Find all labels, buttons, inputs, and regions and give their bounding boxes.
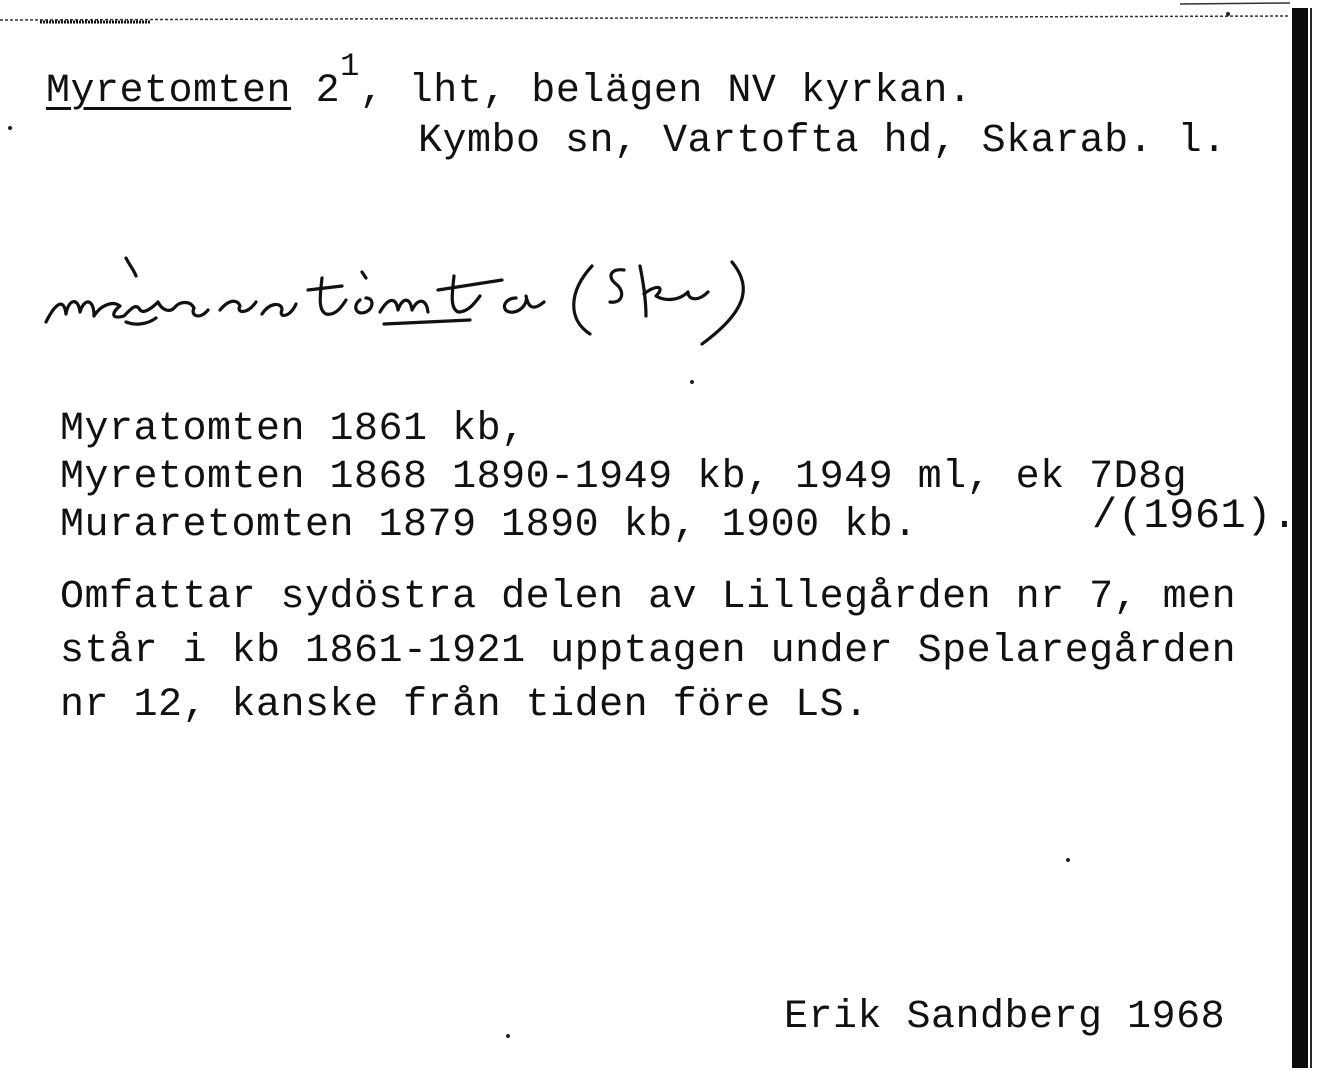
card-top-edge [0, 0, 1331, 30]
name-form-2: Myretomten 1868 1890-1949 kb, 1949 ml, ek 7D8g [60, 455, 1188, 500]
signature-line: Erik Sandberg 1968 [784, 995, 1226, 1040]
name-forms-year-note: /(1961). [1092, 492, 1298, 540]
place-number: 2 [315, 69, 341, 114]
name-form-1: Myratomten 1861 kb, [60, 407, 526, 452]
name-form-3: Muraretomten 1879 1890 kb, 1900 kb. [60, 503, 918, 548]
scan-speck [1066, 858, 1070, 862]
scan-speck [8, 126, 12, 130]
note-line-3: nr 12, kanske från tiden före LS. [60, 683, 869, 728]
note-line-1: Omfattar sydöstra delen av Lillegården nr 7, men [60, 575, 1237, 620]
scan-speck [690, 380, 694, 384]
handwritten-pronunciation [40, 240, 760, 350]
place-number-superscript: 1 [340, 48, 360, 85]
place-name: Myretomten [46, 69, 292, 114]
scan-speck [506, 1034, 510, 1038]
place-description: , lht, belägen NV kyrkan. [359, 69, 973, 114]
scan-speck [1226, 12, 1230, 16]
card-header-line [46, 48, 973, 115]
location-line: Kymbo sn, Vartofta hd, Skarab. l. [418, 119, 1227, 164]
note-line-2: står i kb 1861-1921 upptagen under Spelaregården [60, 629, 1237, 674]
